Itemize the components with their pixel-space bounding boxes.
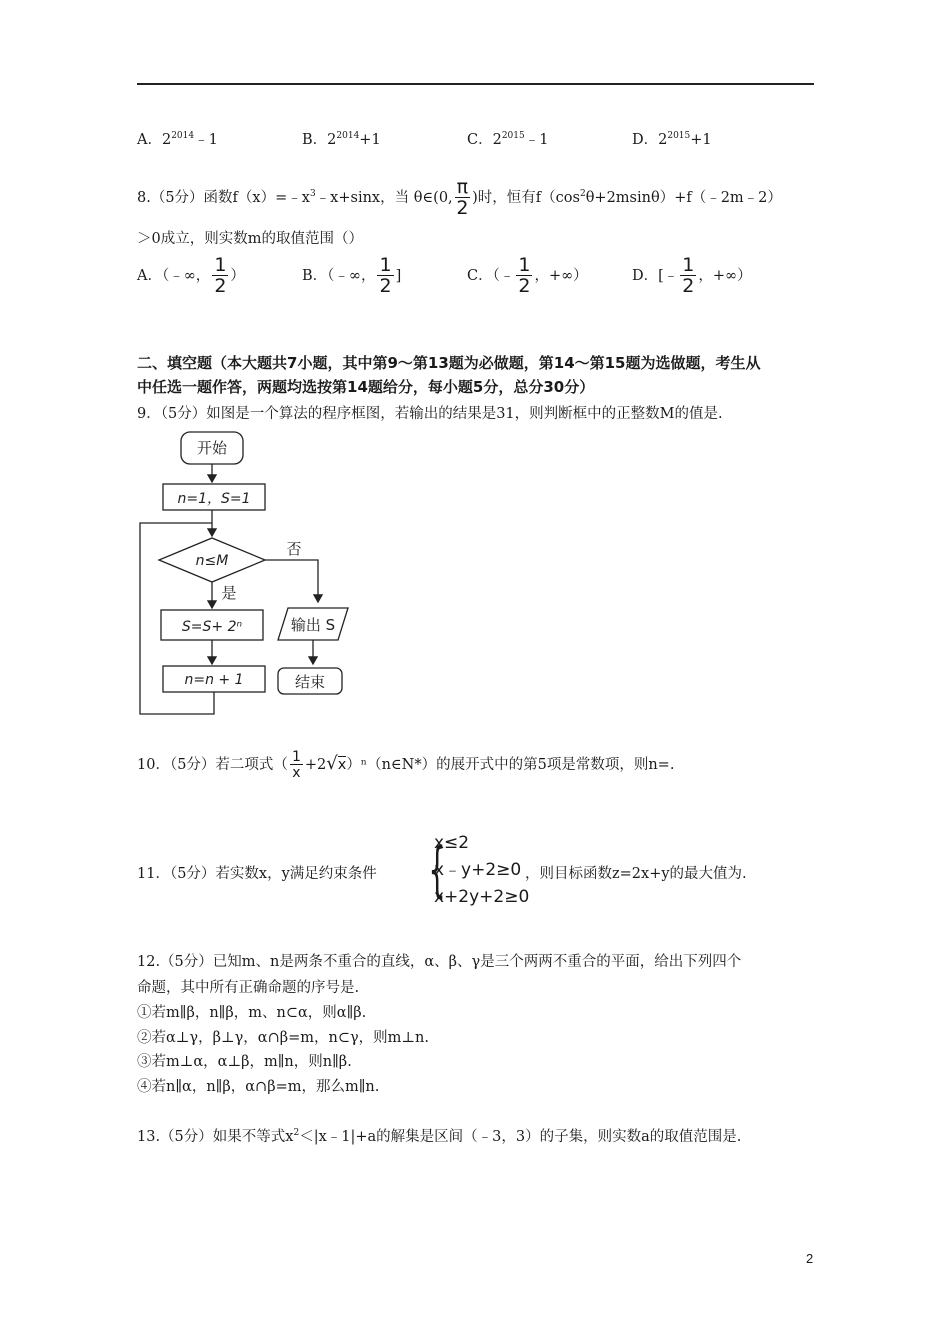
q12-item-4: ④若n∥α，n∥β，α∩β=m，那么m∥n. xyxy=(137,1079,380,1095)
q8-line2: ＞0成立，则实数m的取值范围（） xyxy=(137,231,363,247)
q7-option-a: A．$2^{2014}﹣1$ xyxy=(137,131,218,148)
flow-cond-label: n≤M xyxy=(195,553,229,569)
flowchart xyxy=(136,426,356,736)
q8-option-d: D．[﹣ $\frac{1}{2}$ ，+∞） xyxy=(632,254,752,297)
sqrt-sign: √ xyxy=(326,753,338,774)
flow-no-label: 否 xyxy=(286,540,302,558)
q12-line1: 12.（5分）已知m、n是两条不重合的直线，α、β、γ是三个两两不重合的平面，给出下列四个 xyxy=(137,954,742,970)
q11-c2: x﹣y+2≥0 xyxy=(434,860,522,880)
q13-text: 13.（5分）如果不等式$x^2<|x﹣1|+a$的解集是区间（﹣3，3）的子集，则实数a的取值范围是. xyxy=(137,1128,742,1145)
q11-constraints xyxy=(434,830,529,911)
q8-option-a: A．（﹣∞， $\frac{1}{2}$ ） xyxy=(137,254,245,297)
q12-item-3: ③若m⊥α，α⊥β，m∥n，则n∥β. xyxy=(137,1054,352,1070)
q9-text: 9．（5分）如图是一个算法的程序框图，若输出的结果是31，则判断框中的正整数M的值是. xyxy=(137,406,723,422)
q8-option-b: B．（﹣∞， $\frac{1}{2}$ ] xyxy=(302,254,402,297)
q11-brace: { xyxy=(428,835,446,905)
flow-init-label: n=1，S=1 xyxy=(177,491,251,507)
q12-item-1: ①若m∥β，n∥β，m、n⊂α，则α∥β. xyxy=(137,1005,367,1021)
q7-option-b: B．$2^{2014}+1$ xyxy=(302,131,381,148)
q7-option-c: C．$2^{2015}﹣1$ xyxy=(467,131,549,148)
flow-output-label: 输出 S xyxy=(290,616,336,634)
q8-frac-pi-2: $\frac{\pi}{2}$ xyxy=(456,176,469,219)
q11-post: ，则目标函数z=2x+y的最大值为. xyxy=(525,866,747,882)
q11-c1: x≤2 xyxy=(434,833,470,853)
q10-text: 10．（5分）若二项式（ $\frac{1}{x}$ +2√x）ⁿ（n∈N*）的展开式中的第5项是常数项，则n=. xyxy=(137,749,675,781)
q8-line1: 8.（5分）函数$f(x)=﹣x^3﹣x+\sin x$，当 θ∈(0, $\frac{\pi}{2}$ )时，恒有$f(\cos^2\theta+2msin\theta)+f(﹣2m﹣2)$ xyxy=(137,176,782,219)
q12-item-2: ②若α⊥γ，β⊥γ，α∩β=m，n⊂γ，则m⊥n. xyxy=(137,1030,429,1046)
flow-update-s-label: S=S+ 2ⁿ xyxy=(181,619,243,635)
page-number: 2 xyxy=(806,1251,814,1266)
q11-c3: x+2y+2≥0 xyxy=(434,887,530,907)
section-heading-line2: 中任选一题作答，两题均选按第14题给分，每小题5分，总分30分） xyxy=(137,378,595,396)
q11-pre: 11．（5分）若实数x，y满足约束条件 xyxy=(137,866,377,882)
flow-start-label: 开始 xyxy=(196,439,228,457)
flow-yes-label: 是 xyxy=(221,584,237,602)
flow-end-label: 结束 xyxy=(294,673,326,691)
q12-line2: 命题，其中所有正确命题的序号是. xyxy=(137,980,360,996)
top-rule xyxy=(137,83,814,85)
section-heading-line1: 二、填空题（本大题共7小题，其中第9～第13题为必做题，第14～第15题为选做题，考生从 xyxy=(137,354,761,372)
flow-update-n-label: n=n + 1 xyxy=(184,672,244,688)
q7-option-d: D．$2^{2015}+1$ xyxy=(632,131,712,148)
q8-option-c: C．（﹣ $\frac{1}{2}$ ，+∞） xyxy=(467,254,588,297)
